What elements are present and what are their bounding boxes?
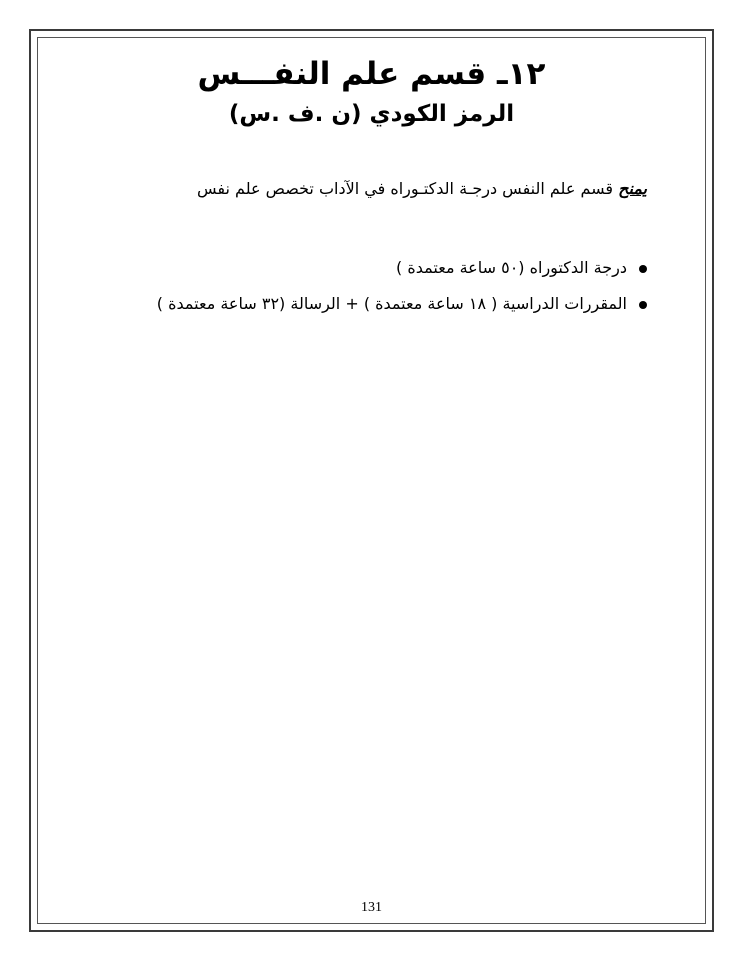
- section-code: الرمز الكودي (ن .ف .س): [228, 101, 515, 127]
- list-item: [87, 290, 647, 326]
- intro-paragraph: [87, 176, 647, 202]
- intro-lead-word: يمنح: [618, 179, 647, 198]
- list-item-text: المقررات الدراسية ( ١٨ ساعة معتمدة ) + الرسالة (٣٢ ساعة معتمدة ): [156, 294, 627, 313]
- bullet-icon: [639, 301, 647, 309]
- intro-text: قسم علم النفس درجـة الدكتـوراه في الآداب تخصص علم نفس: [197, 179, 619, 198]
- section-title: ١٢ـ قسم علم النفـــس: [197, 56, 546, 92]
- page-number: 131: [361, 900, 382, 915]
- requirements-list: [87, 254, 647, 326]
- bullet-icon: [639, 265, 647, 273]
- list-item: [87, 254, 647, 290]
- list-item-text: درجة الدكتوراه (٥٠ ساعة معتمدة ): [396, 258, 627, 277]
- page-border-inner: [37, 37, 706, 924]
